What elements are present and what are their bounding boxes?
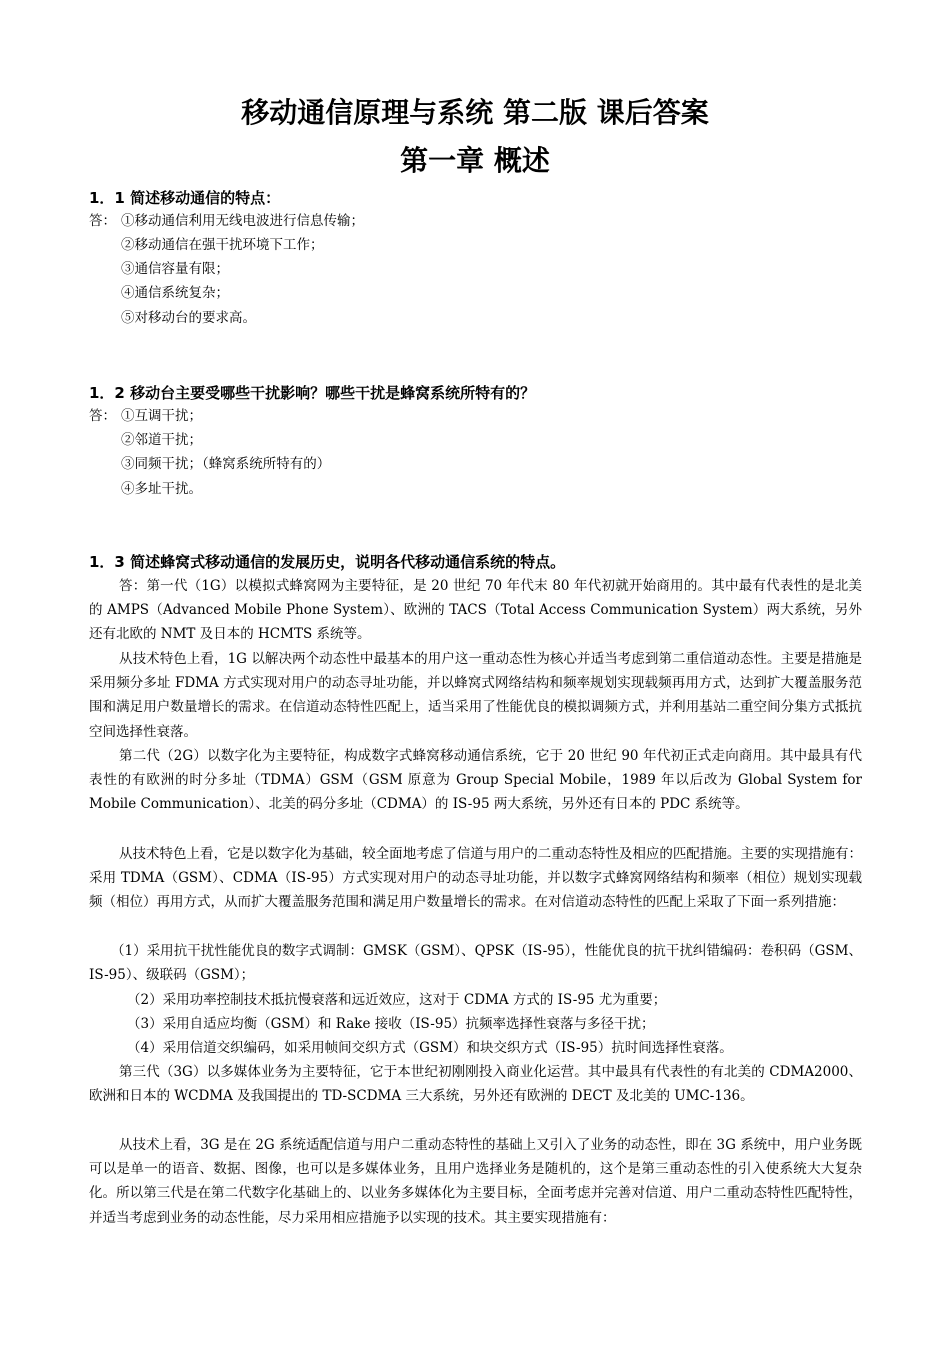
answer-item: ⑤对移动台的要求高。 xyxy=(121,310,256,326)
question-1-2: 1．2 移动台主要受哪些干扰影响？哪些干扰是蜂窝系统所特有的？ xyxy=(89,384,536,402)
answer-item: ④通信系统复杂； xyxy=(121,285,229,301)
question-1-1: 1．1 简述移动通信的特点： xyxy=(89,189,281,207)
chapter-title: 第一章 概述 xyxy=(400,144,550,177)
answer-item: ②移动通信在强干扰环境下工作； xyxy=(121,237,324,253)
answer-item: ③同频干扰；（蜂窝系统所特有的） xyxy=(121,456,331,472)
paragraph: 从技术上看，3G 是在 2G 系统适配信道与用户二重动态特性的基础上又引入了业务的动态性，即在 3G 系统中，用户业务既可以是单一的语音、数据、图像，也可以是多媒体业务，且用户选择业务是随机的，这个是第三重动态性的引入使系统大大复杂化。所以第三代是在第二代数字化基础上的、以业务多媒体化为主要目标，全面考虑并完善对信道、用户二重动态特性匹配特性，并适当考虑到业务的动态性能，尽力采用相应措施予以实现的技术。其主要实现措施有： xyxy=(89,1137,862,1226)
paragraph: （3）采用自适应均衡（GSM）和 Rake 接收（IS-95）抗频率选择性衰落与多径干扰； xyxy=(127,1016,655,1032)
paragraph: 第三代（3G）以多媒体业务为主要特征，它于本世纪初刚刚投入商业化运营。其中最具有代表性的有北美的 CDMA2000、欧洲和日本的 WCDMA 及我国提出的 TD-SCDMA 三大系统，另外还有欧洲的 DECT 及北美的 UMC-136。 xyxy=(89,1064,862,1105)
paragraph: 从技术特色上看，1G 以解决两个动态性中最基本的用户这一重动态性为核心并适当考虑到第二重信道动态性。主要是措施是采用频分多址 FDMA 方式实现对用户的动态寻址功能，并以蜂窝式网络结构和频率规划实现载频再用方式，达到扩大覆盖服务范围和满足用户数量增长的需求。在信道动态特性匹配上，适当采用了性能优良的模拟调频方式，并利用基站二重空间分集方式抵抗空间选择性衰落。 xyxy=(89,651,862,740)
answer-item: ①互调干扰； xyxy=(121,408,202,424)
answer-item: ④多址干扰。 xyxy=(121,481,202,497)
document-title: 移动通信原理与系统 第二版 课后答案 xyxy=(241,96,709,129)
answer-item: ①移动通信利用无线电波进行信息传输； xyxy=(121,213,364,229)
answer-prefix: 答： xyxy=(89,408,116,424)
answer-prefix: 答： xyxy=(89,213,116,229)
paragraph: （2）采用功率控制技术抵抗慢衰落和远近效应，这对于 CDMA 方式的 IS-95 尤为重要； xyxy=(127,992,667,1008)
answer-1-2-first-line xyxy=(89,404,202,428)
answer-item: ②邻道干扰； xyxy=(121,432,202,448)
paragraph: 第二代（2G）以数字化为主要特征，构成数字式蜂窝移动通信系统，它于 20 世纪 90 年代初正式走向商用。其中最具有代表性的有欧洲的时分多址（TDMA）GSM（GSM 原意为 Group Special Mobile，1989 年以后改为 Global System for Mobile Communication）、北美的码分多址（CDMA）的 IS-95 两大系统，另外还有日本的 PDC 系统等。 xyxy=(89,748,862,813)
paragraph: 答：第一代（1G）以模拟式蜂窝网为主要特征，是 20 世纪 70 年代末 80 年代初就开始商用的。其中最有代表性的是北美的 AMPS（Advanced Mobile Phone System）、欧洲的 TACS（Total Access Communication System）两大系统，另外还有北欧的 NMT 及日本的 HCMTS 系统等。 xyxy=(89,578,862,643)
question-1-3: 1．3 简述蜂窝式移动通信的发展历史，说明各代移动通信系统的特点。 xyxy=(89,553,566,571)
answer-item: ③通信容量有限； xyxy=(121,261,229,277)
paragraph: （4）采用信道交织编码，如采用帧间交织方式（GSM）和块交织方式（IS-95）抗时间选择性衰落。 xyxy=(127,1040,733,1056)
paragraph: （1）采用抗干扰性能优良的数字式调制：GMSK（GSM）、QPSK（IS-95），性能优良的抗干扰纠错编码：卷积码（GSM、IS-95）、级联码（GSM）； xyxy=(89,943,862,984)
answer-1-1-first-line xyxy=(89,209,364,233)
paragraph: 从技术特色上看，它是以数字化为基础，较全面地考虑了信道与用户的二重动态特性及相应的匹配措施。主要的实现措施有：采用 TDMA（GSM）、CDMA（IS-95）方式实现对用户的动态寻址功能，并以数字式蜂窝网络结构和频率（相位）规划实现载频（相位）再用方式，从而扩大覆盖服务范围和满足用户数量增长的需求。在对信道动态特性的匹配上采取了下面一系列措施： xyxy=(89,846,862,911)
